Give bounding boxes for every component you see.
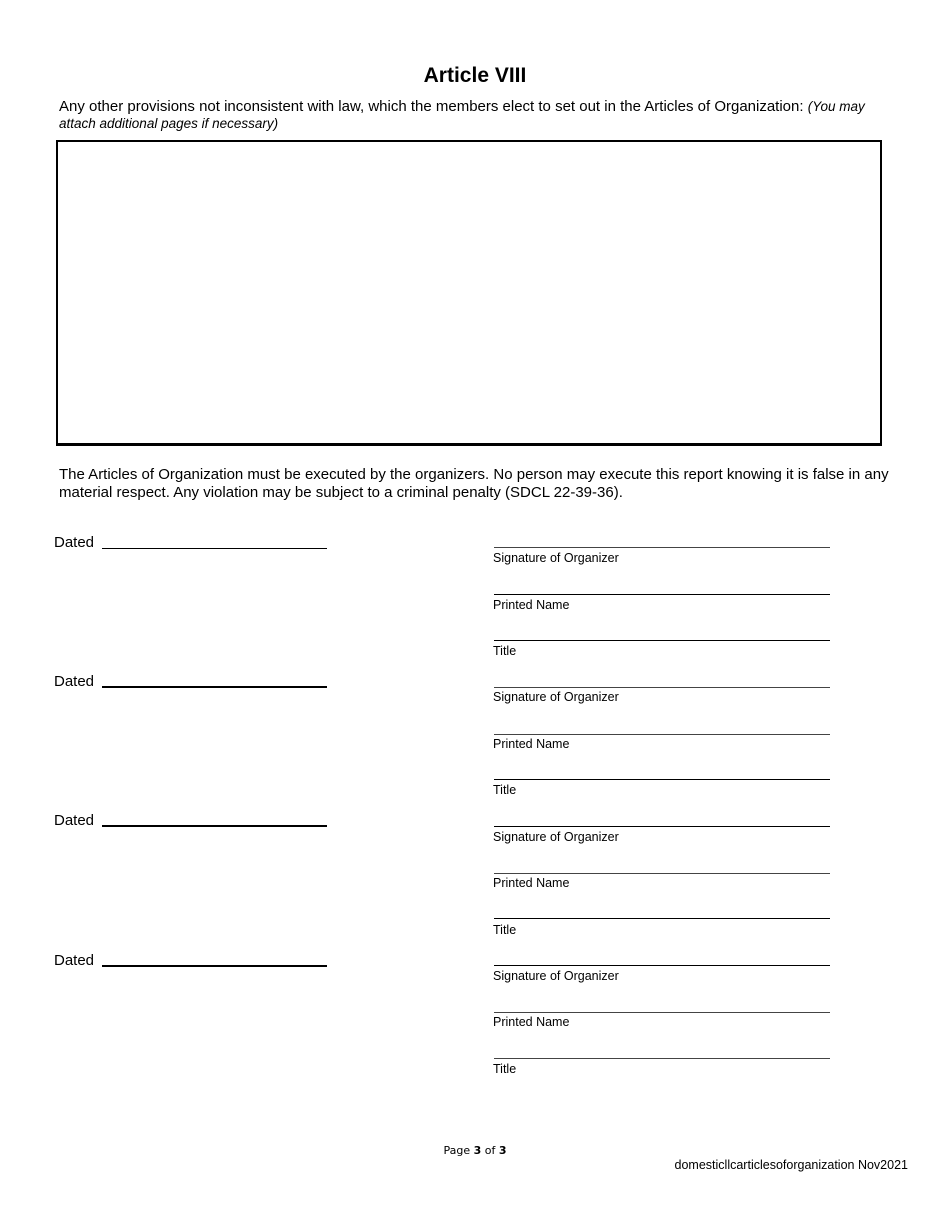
printed-name-label: Printed Name <box>493 598 570 612</box>
title-field[interactable] <box>494 918 830 919</box>
printed-name-label: Printed Name <box>493 876 570 890</box>
title-label: Title <box>493 923 517 937</box>
signature-label: Signature of Organizer <box>493 690 619 704</box>
page-number <box>0 1144 950 1157</box>
dated-label: Dated <box>54 673 95 690</box>
title-field[interactable] <box>494 779 830 780</box>
intro-text: Any other provisions not inconsistent with law, which the members elect to set out in the Articles of Organization: <box>59 98 804 115</box>
printed-name-label: Printed Name <box>493 1015 570 1029</box>
signature-field[interactable] <box>494 547 830 548</box>
printed-name-field[interactable] <box>494 594 830 595</box>
dated-label: Dated <box>54 952 95 969</box>
dated-field[interactable] <box>102 965 327 967</box>
article-title: Article VIII <box>423 64 527 87</box>
dated-field[interactable] <box>102 686 327 688</box>
page-current: 3 <box>473 1144 482 1157</box>
signature-label: Signature of Organizer <box>493 969 619 983</box>
form-identifier: domesticllcarticlesoforganization Nov2021 <box>674 1158 908 1172</box>
signature-label: Signature of Organizer <box>493 551 619 565</box>
dated-label: Dated <box>54 534 95 551</box>
signature-field[interactable] <box>494 826 830 827</box>
printed-name-field[interactable] <box>494 1012 830 1013</box>
dated-field[interactable] <box>102 825 327 827</box>
dated-field[interactable] <box>102 548 327 549</box>
page-prefix: Page <box>443 1144 471 1157</box>
title-label: Title <box>493 783 517 797</box>
execution-statement: The Articles of Organization must be executed by the organizers. No person may execute this report knowing it is false in any material respect. Any violation may be subject to a criminal penalty (SDCL 22-39-36). <box>59 466 889 501</box>
dated-label: Dated <box>54 812 95 829</box>
article-intro <box>59 98 899 132</box>
printed-name-label: Printed Name <box>493 737 570 751</box>
title-label: Title <box>493 644 517 658</box>
page-of: of <box>484 1144 496 1157</box>
signature-field[interactable] <box>494 965 830 966</box>
signature-label: Signature of Organizer <box>493 830 619 844</box>
provisions-text-box[interactable] <box>56 140 882 446</box>
title-label: Title <box>493 1062 517 1076</box>
title-field[interactable] <box>494 640 830 641</box>
printed-name-field[interactable] <box>494 873 830 874</box>
printed-name-field[interactable] <box>494 734 830 735</box>
page-total: 3 <box>498 1144 507 1157</box>
intro-note: (You may attach additional pages if necessary) <box>59 99 865 131</box>
signature-field[interactable] <box>494 687 830 688</box>
title-field[interactable] <box>494 1058 830 1059</box>
